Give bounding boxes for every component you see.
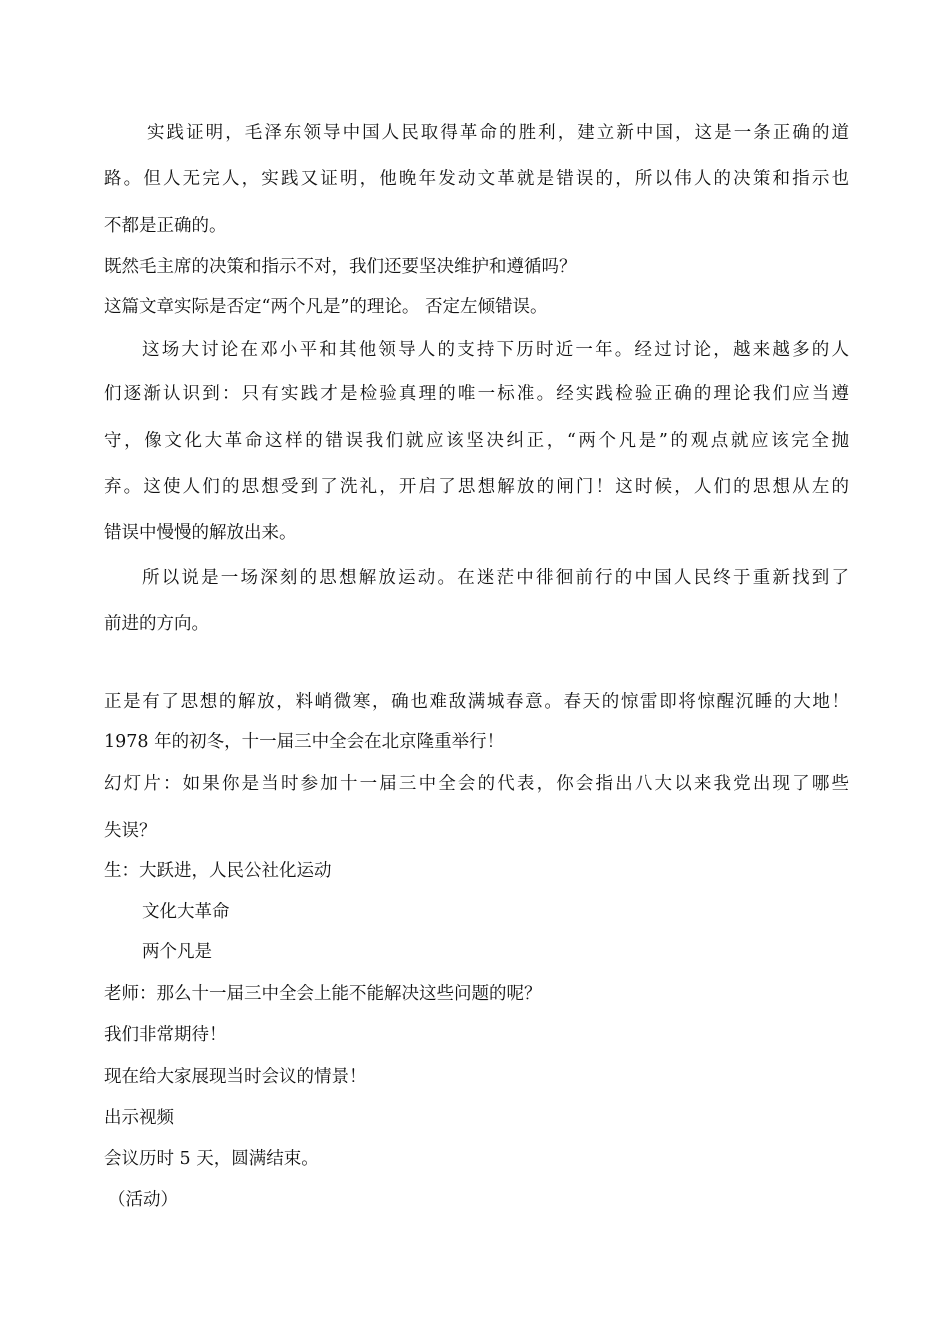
paragraph-line: 错误中慢慢的解放出来。 (104, 523, 297, 543)
paragraph-line: 路。但人无完人，实践又证明，他晚年发动文革就是错误的，所以伟人的决策和指示也 (104, 169, 849, 189)
paragraph-line: 实践证明，毛泽东领导中国人民取得革命的胜利，建立新中国，这是一条正确的道 (147, 123, 849, 143)
paragraph-line: 幻灯片：如果你是当时参加十一届三中全会的代表，你会指出八大以来我党出现了哪些 (104, 774, 849, 794)
paragraph-line: 我们非常期待！ (104, 1025, 227, 1045)
paragraph-line: 弃。这使人们的思想受到了洗礼，开启了思想解放的闸门！这时候，人们的思想从左的 (104, 477, 849, 497)
paragraph-line: 这篇文章实际是否定“两个凡是”的理论。 否定左倾错误。 (104, 297, 548, 317)
paragraph-line: 会议历时 5 天，圆满结束。 (104, 1149, 319, 1169)
paragraph-line: 1978 年的初冬，十一届三中全会在北京隆重举行！ (104, 732, 505, 752)
paragraph-line: 们逐渐认识到：只有实践才是检验真理的唯一标准。经实践检验正确的理论我们应当遵 (104, 384, 849, 404)
paragraph-line: 既然毛主席的决策和指示不对，我们还要坚决维护和遵循吗？ (104, 257, 577, 277)
paragraph-line: （活动） (108, 1190, 178, 1210)
paragraph-line: 失误？ (104, 821, 157, 841)
paragraph-line: 两个凡是 (142, 942, 212, 962)
paragraph-line: 老师：那么十一届三中全会上能不能解决这些问题的呢？ (104, 984, 542, 1004)
paragraph-line: 这场大讨论在邓小平和其他领导人的支持下历时近一年。经过讨论，越来越多的人 (142, 340, 849, 360)
paragraph-line: 所以说是一场深刻的思想解放运动。在迷茫中徘徊前行的中国人民终于重新找到了 (142, 568, 849, 588)
paragraph-line: 生：大跃进，人民公社化运动 (104, 861, 332, 881)
paragraph-line: 文化大革命 (142, 902, 230, 922)
paragraph-line: 现在给大家展现当时会议的情景！ (104, 1067, 367, 1087)
paragraph-line: 不都是正确的。 (104, 216, 227, 236)
paragraph-line: 正是有了思想的解放，料峭微寒，确也难敌满城春意。春天的惊雷即将惊醒沉睡的大地！ (104, 692, 849, 712)
paragraph-line: 前进的方向。 (104, 614, 209, 634)
paragraph-line: 守，像文化大革命这样的错误我们就应该坚决纠正，“两个凡是”的观点就应该完全抛 (104, 431, 849, 451)
paragraph-line: 出示视频 (104, 1108, 174, 1128)
